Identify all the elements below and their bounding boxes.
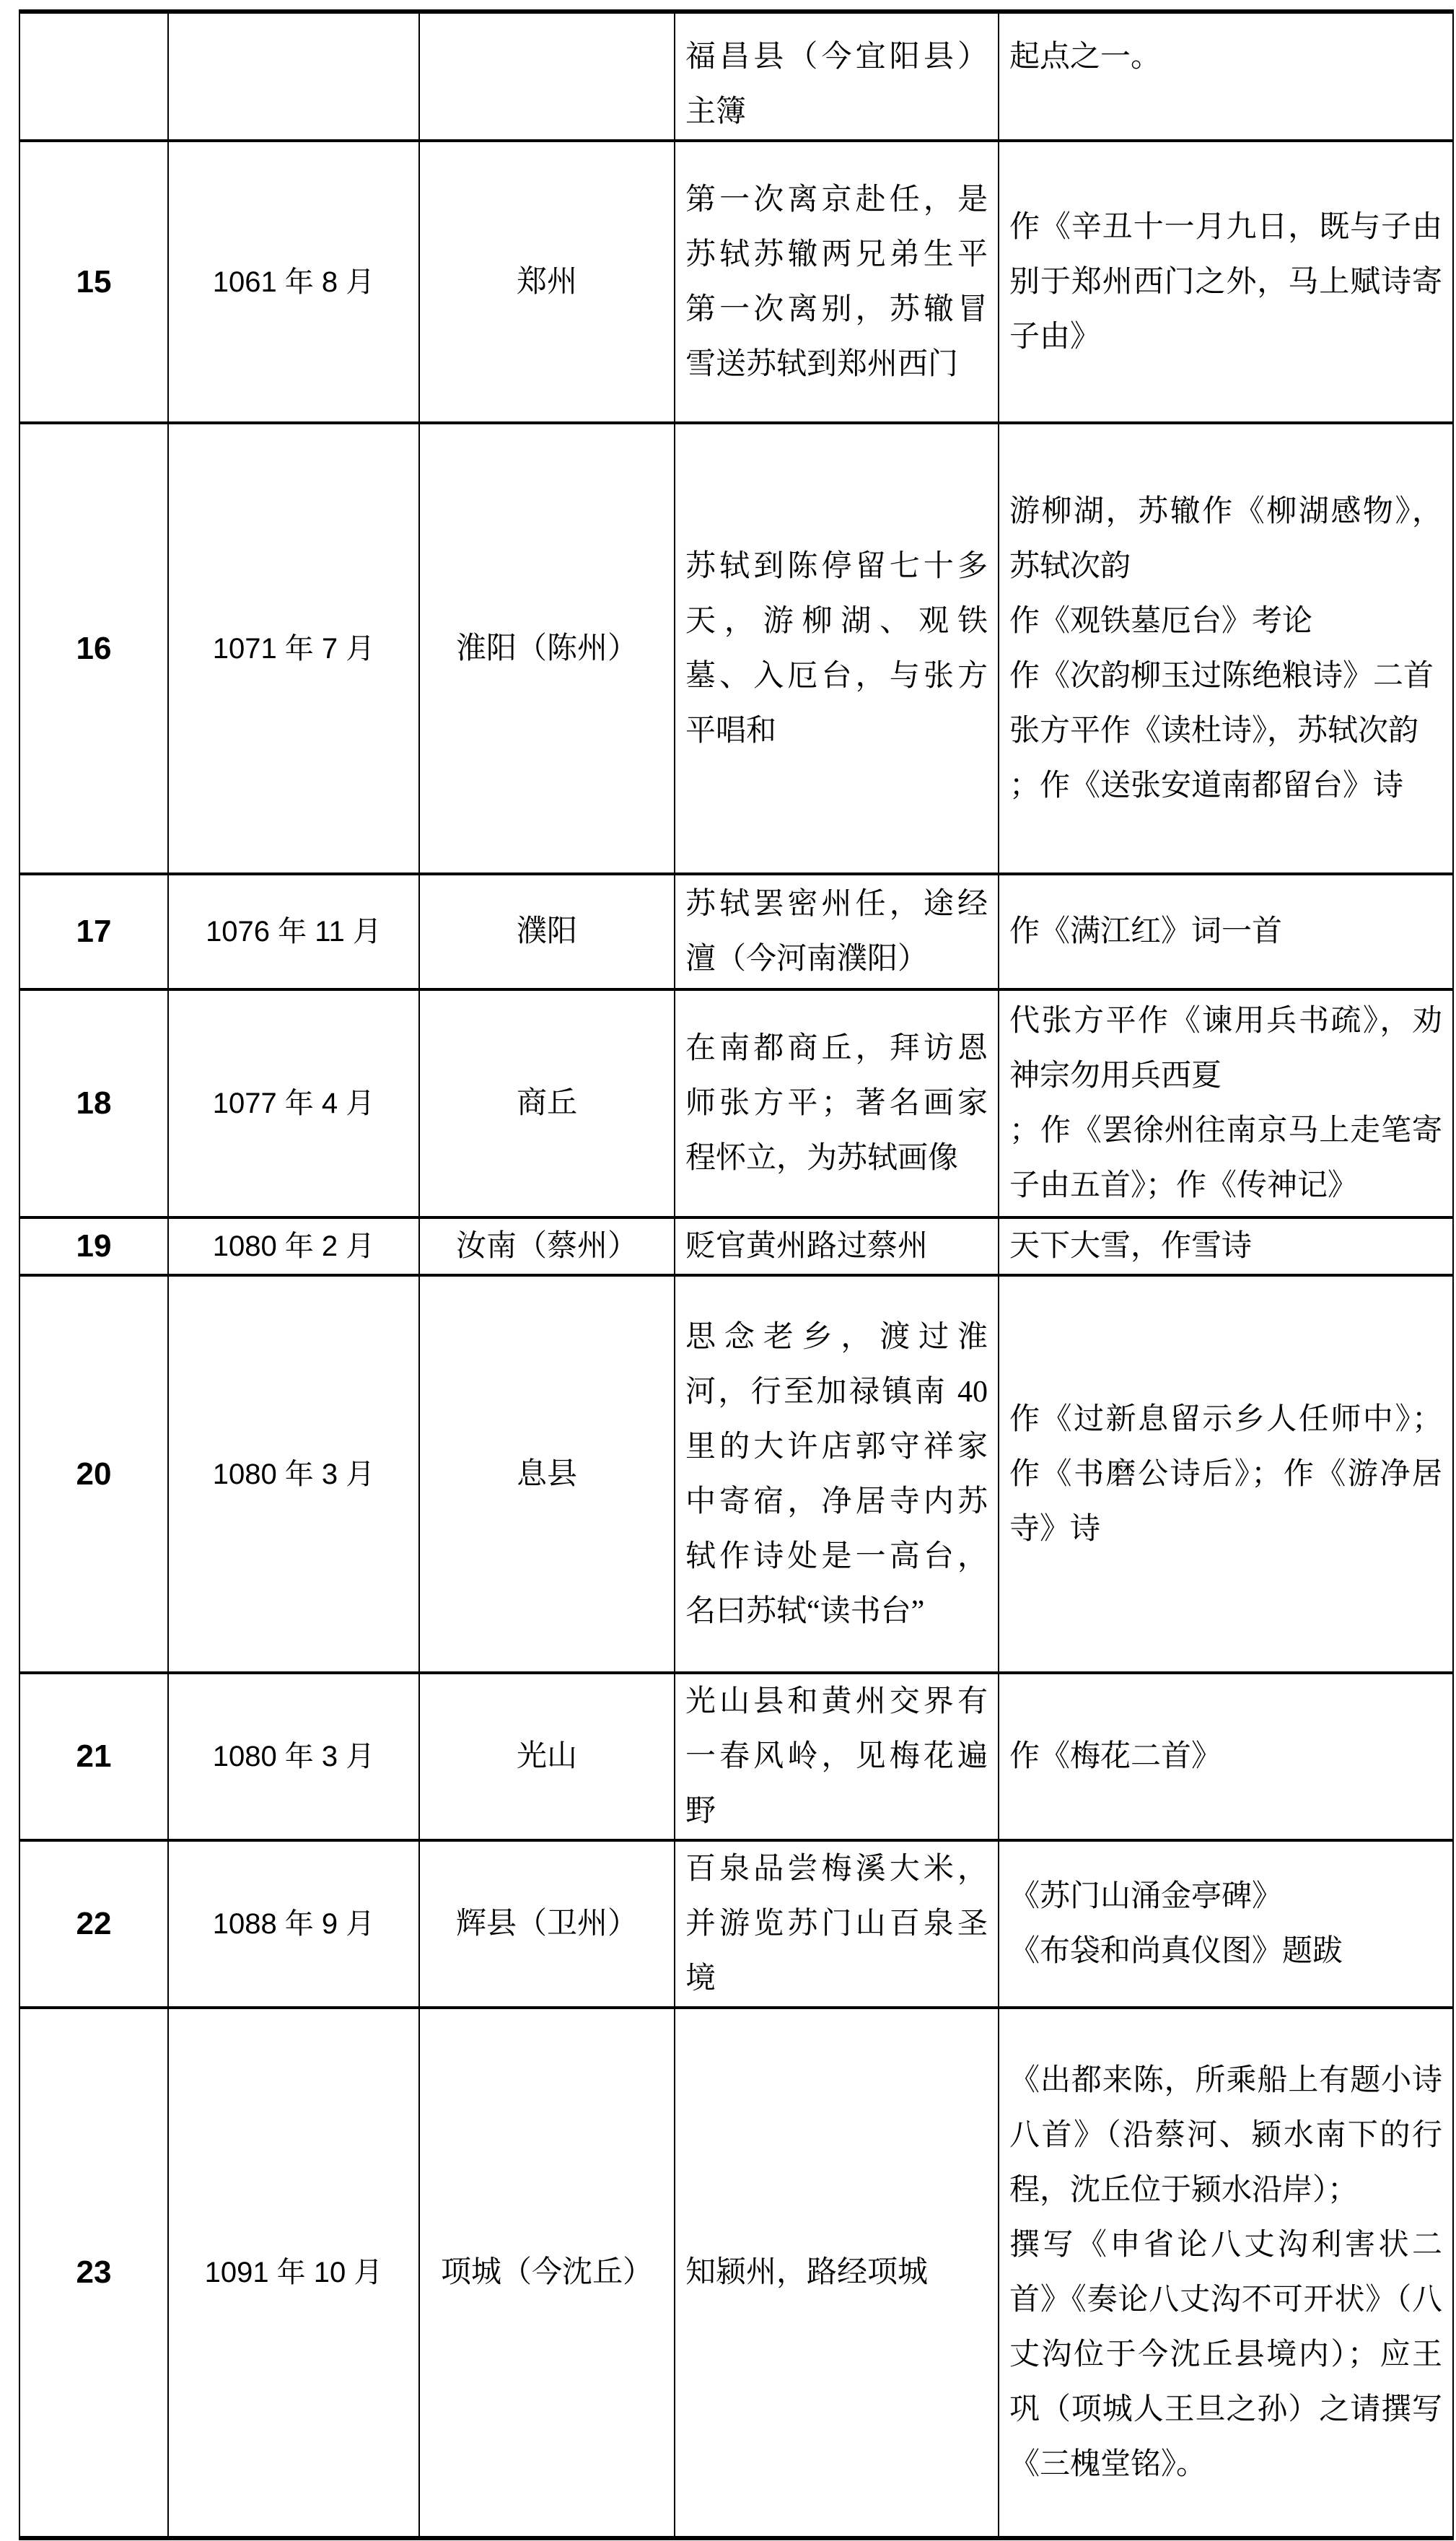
cell-place [419,1275,675,1673]
cell-date [168,1673,419,1840]
cell-works [999,141,1453,423]
place-text: 濮阳 [516,915,577,948]
date-text: 1091 年 10 月 [204,2257,383,2288]
works-paragraph: 作《梅花二首》 [1009,1740,1222,1773]
cell-place [419,423,675,874]
works-paragraph: 《苏门山涌金亭碑》 [1009,1880,1283,1913]
cell-event [675,1217,999,1275]
works-paragraph: 作《辛丑十一月九日，既与子由别于郑州西门之外，马上赋诗寄子由》 [1009,210,1442,354]
row-number-text: 21 [76,1739,112,1774]
cell-row-number [19,1217,168,1275]
date-text: 1071 年 7 月 [212,632,375,665]
works-paragraph: 张方平作《读杜诗》，苏轼次韵 [1009,714,1419,748]
cell-place [419,874,675,989]
table-row-19 [19,1217,1453,1275]
date-text: 1080 年 3 月 [212,1741,375,1772]
works-paragraph: 作《满江红》词一首 [1009,915,1283,948]
works-paragraph: ；作《罢徐州往南京马上走笔寄子由五首》；作《传神记》 [1009,1114,1442,1202]
cell-date [168,2008,419,2538]
event-text: 在南都商丘，拜访恩师张方平；著名画家程怀立，为苏轼画像 [685,1032,988,1175]
table-row-continuation [19,12,1453,141]
place-text: 汝南（蔡州） [455,1230,638,1263]
cell-event [675,2008,999,2538]
date-text: 1077 年 4 月 [212,1088,375,1119]
cell-date [168,989,419,1217]
itinerary-table [19,9,1454,2540]
event-text: 贬官黄州路过蔡州 [685,1230,929,1263]
works-paragraph: 作《过新息留示乡人任师中》；作《书磨公诗后》；作《游净居寺》诗 [1009,1402,1442,1546]
cell-row-number [19,874,168,989]
cell-works [999,12,1453,141]
cell-event [675,12,999,141]
cell-row-number [19,989,168,1217]
cell-date [168,1275,419,1673]
works-paragraph: 天下大雪，作雪诗 [1009,1230,1253,1263]
cell-date [168,874,419,989]
works-paragraph: 游柳湖，苏辙作《柳湖感物》，苏轼次韵 [1009,494,1442,583]
row-number-text: 18 [76,1085,112,1121]
cell-row-number [19,141,168,423]
cell-works [999,2008,1453,2538]
row-number-text: 19 [76,1228,112,1264]
cell-works [999,1275,1453,1673]
cell-event [675,423,999,874]
event-text: 第一次离京赴任，是苏轼苏辙两兄弟生平第一次离别，苏辙冒雪送苏轼到郑州西门 [685,183,988,381]
cell-row-number [19,1275,168,1673]
cell-place [419,1673,675,1840]
cell-date [168,423,419,874]
date-text: 1080 年 3 月 [212,1458,375,1490]
event-text: 思念老乡，渡过淮河，行至加禄镇南 40 里的大许店郭守祥家中寄宿，净居寺内苏轼作诗处是一高台，名曰苏轼“读书台” [685,1320,988,1628]
date-text: 1076 年 11 月 [206,916,382,948]
cell-row-number [19,1840,168,2008]
cell-place [419,2008,675,2538]
cell-works [999,989,1453,1217]
cell-event [675,874,999,989]
place-text: 项城（今沈丘） [440,2256,653,2289]
event-text: 苏轼罢密州任，途经澶（今河南濮阳） [685,888,988,976]
row-number-text: 22 [76,1906,112,1941]
cell-works [999,1217,1453,1275]
cell-row-number [19,12,168,141]
row-number-text: 23 [76,2254,112,2290]
place-text: 郑州 [516,265,577,299]
cell-row-number [19,1673,168,1840]
cell-event [675,1673,999,1840]
event-text: 苏轼到陈停留七十多天，游柳湖、观铁墓、入厄台，与张方平唱和 [685,549,988,748]
cell-event [675,141,999,423]
place-text: 辉县（卫州） [455,1907,638,1941]
date-text: 1061 年 8 月 [212,266,375,298]
table-row-17 [19,874,1453,989]
cell-place [419,1840,675,2008]
table-row-22 [19,1840,1453,2008]
cell-row-number [19,423,168,874]
table-row-15 [19,141,1453,423]
works-paragraph: 作《观铁墓厄台》考论 [1009,604,1313,638]
cell-date [168,1840,419,2008]
date-text: 1088 年 9 月 [212,1908,375,1940]
event-text: 光山县和黄州交界有一春风岭，见梅花遍野 [685,1685,988,1828]
cell-works [999,874,1453,989]
row-number-text: 16 [76,630,112,666]
cell-event [675,1840,999,2008]
cell-event [675,1275,999,1673]
place-text: 光山 [516,1740,577,1773]
cell-place [419,141,675,423]
row-number-text: 17 [76,914,112,949]
table-row-23 [19,2008,1453,2538]
works-paragraph: ；作《送张安道南都留台》诗 [1009,769,1404,802]
place-text: 商丘 [516,1087,577,1120]
event-text: 百泉品尝梅溪大米，并游览苏门山百泉圣境 [685,1853,988,1995]
cell-works [999,423,1453,874]
cell-row-number [19,2008,168,2538]
works-paragraph: 撰写《申省论八丈沟利害状二首》《奏论八丈沟不可开状》（八丈沟位于今沈丘县境内）；应王巩（项城人王旦之孙）之请撰写《三槐堂铭》。 [1009,2229,1442,2481]
works-paragraph: 《布袋和尚真仪图》题跋 [1009,1935,1343,1968]
row-number-text: 15 [76,263,112,299]
place-text: 息县 [516,1457,577,1491]
cell-date [168,1217,419,1275]
event-text: 福昌县（今宜阳县）主簿 [685,40,988,128]
cell-works [999,1673,1453,1840]
works-paragraph: 代张方平作《谏用兵书疏》，劝神宗勿用兵西夏 [1009,1005,1442,1093]
works-paragraph: 《出都来陈，所乘船上有题小诗八首》（沿蔡河、颍水南下的行程，沈丘位于颍水沿岸）； [1009,2064,1442,2207]
works-paragraph: 起点之一。 [1009,40,1162,74]
table-row-18 [19,989,1453,1217]
cell-place [419,12,675,141]
cell-works [999,1840,1453,2008]
table-row-20 [19,1275,1453,1673]
cell-place [419,989,675,1217]
works-paragraph: 作《次韵柳玉过陈绝粮诗》二首 [1009,659,1434,693]
cell-event [675,989,999,1217]
place-text: 淮阳（陈州） [455,631,638,665]
table-row-16 [19,423,1453,874]
cell-date [168,12,419,141]
table-row-21 [19,1673,1453,1840]
cell-date [168,141,419,423]
row-number-text: 20 [76,1456,112,1492]
cell-place [419,1217,675,1275]
event-text: 知颍州，路经项城 [685,2256,929,2289]
date-text: 1080 年 2 月 [212,1230,375,1262]
